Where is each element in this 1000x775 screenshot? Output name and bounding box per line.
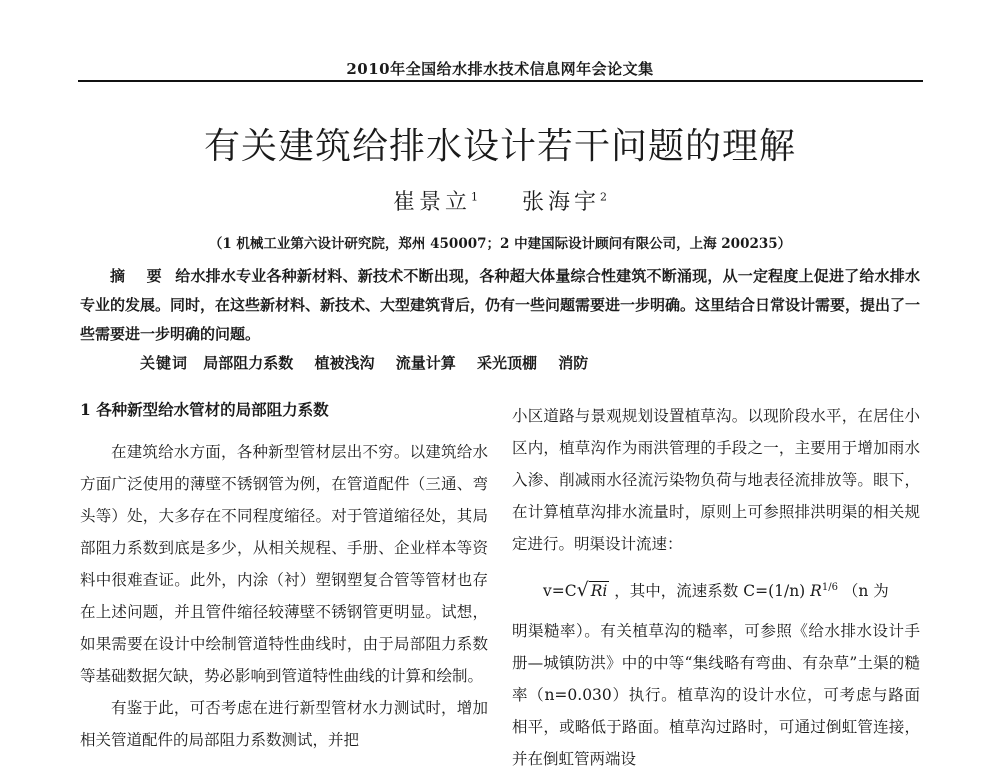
affiliation: （1 机械工业第六设计研究院，郑州 450007；2 中建国际设计顾问有限公司，上海 200235） [208, 236, 792, 252]
body-paragraph: 小区道路与景观规划设置植草沟。以现阶段水平，在居住小区内，植草沟作为雨洪管理的手段之一，主要用于增加雨水入渗、削减雨水径流污染物负荷与地表径流排放等。眼下，在计算植草沟排水流量时，原则上可参照排洪明渠的相关规定进行。明渠设计流速： [512, 407, 920, 553]
formula-r: R [810, 582, 822, 601]
author-name: 张海宇 [521, 190, 600, 215]
keyword: 植被浅沟 [314, 354, 375, 372]
body-paragraph: 有鉴于此，可否考虑在进行新型管材水力测试时，增加相关管道配件的局部阻力系数测试，并把 [80, 699, 488, 749]
keyword: 采光顶棚 [477, 354, 538, 372]
sqrt-icon: √ [576, 579, 589, 602]
left-column [80, 400, 488, 756]
right-column [512, 400, 920, 775]
keywords-label: 关键词 [140, 354, 189, 372]
formula-radicand: Ri [590, 582, 608, 601]
author-affil-mark: 1 [471, 190, 478, 204]
abstract-block [80, 262, 920, 378]
running-header: 2010年全国给水排水技术信息网年会论文集 [346, 60, 654, 78]
formula-lhs: v=C [543, 582, 577, 601]
body-paragraph: 明渠糙率）。有关植草沟的糙率，可参照《给水排水设计手册—城镇防洪》中的中等“集线略有弯曲、有杂草”土渠的糙率（n=0.030）执行。植草沟的设计水位，可考虑与路面相平，或略低于路面。植草沟过路时，可通过倒虹管连接，并在倒虹管两端设 [512, 622, 920, 769]
authors [0, 185, 1000, 216]
keyword: 局部阻力系数 [203, 354, 294, 372]
formula-middle: ，其中，流速系数 C=(1/n) [614, 582, 806, 601]
header-rule [78, 80, 923, 82]
formula-tail: （n 为 [842, 582, 889, 601]
author-name: 崔景立 [392, 190, 471, 215]
abstract-text: 给水排水专业各种新材料、新技术不断出现，各种超大体量综合性建筑不断涌现，从一定程度上促进了给水排水专业的发展。同时，在这些新材料、新技术、大型建筑背后，仍有一些问题需要进一步明确。这里结合日常设计需要，提出了一些需要进一步明确的问题。 [80, 267, 921, 343]
keyword: 流量计算 [395, 354, 456, 372]
paper-title: 有关建筑给排水设计若干问题的理解 [203, 126, 796, 167]
abstract-label: 摘 要 [110, 267, 170, 285]
velocity-formula [512, 570, 920, 609]
section-heading: 1 各种新型给水管材的局部阻力系数 [80, 400, 329, 419]
body-paragraph: 在建筑给水方面，各种新型管材层出不穷。以建筑给水方面广泛使用的薄壁不锈钢管为例，在管道配件（三通、弯头等）处，大多存在不同程度缩径。对于管道缩径处，其局部阻力系数到底是多少，从相关规程、手册、企业样本等资料中很难查证。此外，内涂（衬）塑钢塑复合管等管材也存在上述问题，并且管件缩径较薄壁不锈钢管更明显。试想，如果需要在设计中绘制管道特性曲线时，由于局部阻力系数等基础数据欠缺，势必影响到管道特性曲线的计算和绘制。 [80, 443, 488, 685]
keywords [80, 349, 920, 378]
author-affil-mark: 2 [600, 190, 607, 204]
formula-exponent: 1/6 [821, 582, 838, 593]
abstract [80, 262, 920, 349]
keyword: 消防 [558, 354, 589, 372]
